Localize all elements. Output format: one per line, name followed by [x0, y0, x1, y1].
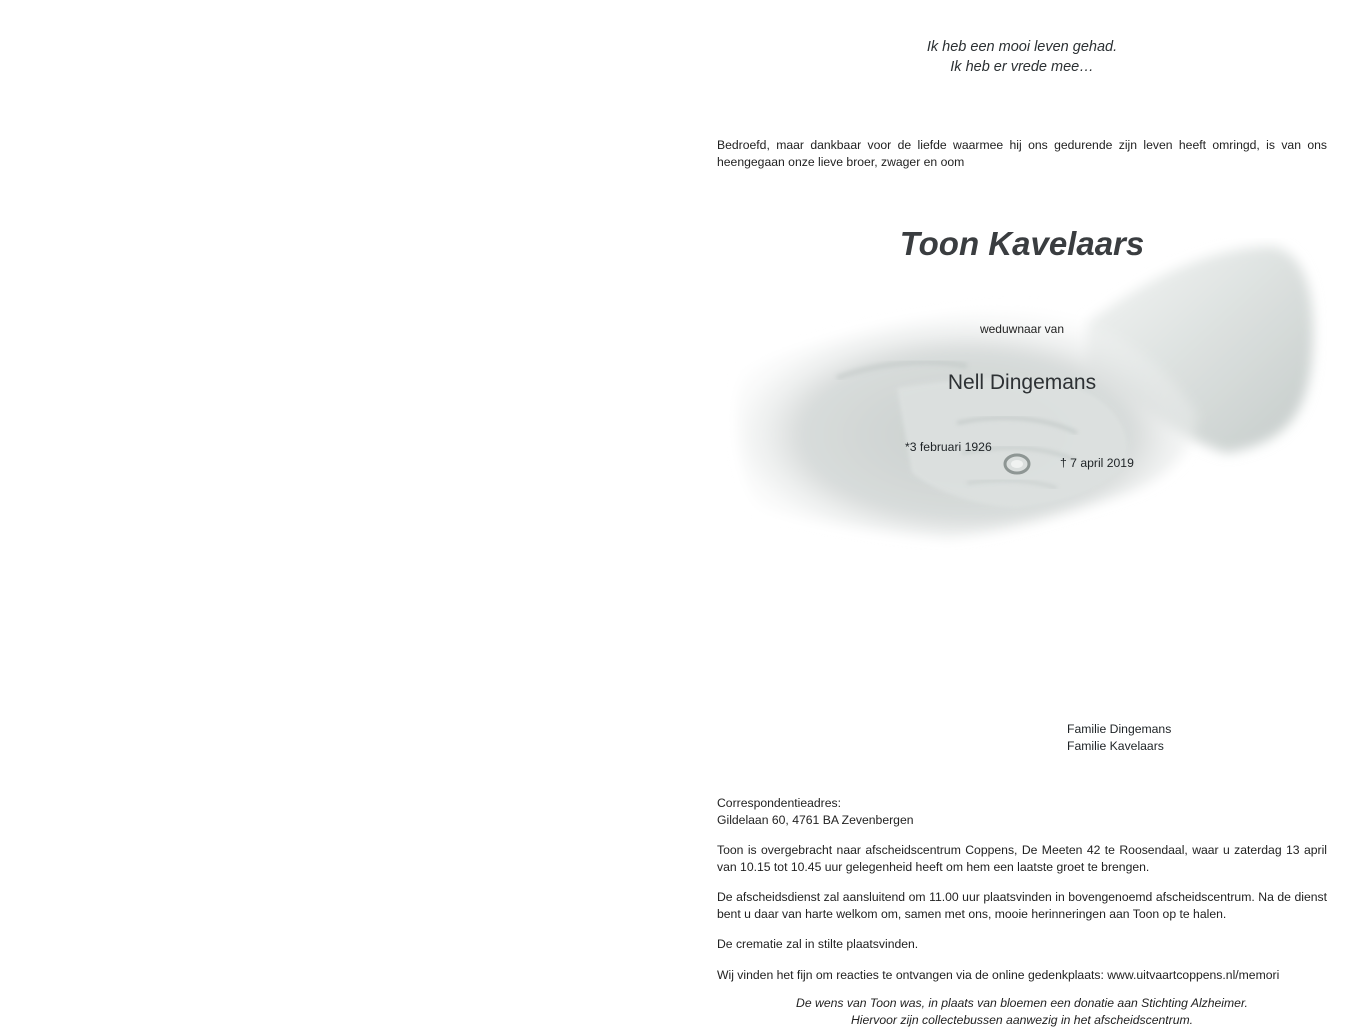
epigraph-line-2: Ik heb er vrede mee…	[950, 59, 1094, 75]
correspondence-address	[717, 795, 1327, 828]
closing-line-2: Hiervoor zijn collectebussen aanwezig in het afscheidscentrum.	[850, 1013, 1194, 1027]
paragraph-cremation: De crematie zal in stilte plaatsvinden.	[717, 937, 919, 951]
paragraph-viewing: Toon is overgebracht naar afscheidscentrum Coppens, De Meeten 42 te Roosendaal, waar u zaterdag 13 april van 10.15 tot 10.45 uur gelegenheid heeft om hem een laatste groet te brengen.	[717, 843, 1327, 874]
details-section	[717, 795, 1327, 1029]
widow-label: weduwnaar van	[979, 322, 1065, 336]
death-date: † 7 april 2019	[1060, 456, 1134, 470]
family-name: Familie Kavelaars	[1067, 739, 1164, 753]
correspondence-address-line: Gildelaan 60, 4761 BA Zevenbergen	[717, 812, 914, 827]
epigraph	[717, 37, 1327, 77]
obituary-card	[717, 0, 1327, 1027]
family-signatures	[1067, 721, 1362, 755]
correspondence-label: Correspondentieadres:	[717, 796, 841, 810]
intro-text: Bedroefd, maar dankbaar voor de liefde waarmee hij ons gedurende zijn leven heeft omringd, is van ons heengegaan onze lieve broer, zwager en oom	[717, 138, 1327, 169]
epigraph-line-1: Ik heb een mooi leven gehad.	[926, 39, 1118, 55]
spouse-name: Nell Dingemans	[947, 371, 1097, 394]
closing-line-1: De wens van Toon was, in plaats van bloemen een donatie aan Stichting Alzheimer.	[796, 996, 1248, 1010]
birth-date: *3 februari 1926	[905, 440, 992, 454]
paragraph-service: De afscheidsdienst zal aansluitend om 11.00 uur plaatsvinden in bovengenoemd afscheidscentrum. Na de dienst bent u daar van harte welkom om, samen met ons, mooie herinneringen aan Toon op te halen.	[717, 890, 1327, 921]
closing-wish	[717, 995, 1327, 1029]
family-name: Familie Dingemans	[1067, 722, 1172, 736]
paragraph-memorial-link: Wij vinden het fijn om reacties te ontvangen via de online gedenkplaats: www.uitvaartcoppens.nl/memori	[717, 967, 1280, 982]
deceased-name: Toon Kavelaars	[899, 225, 1145, 262]
